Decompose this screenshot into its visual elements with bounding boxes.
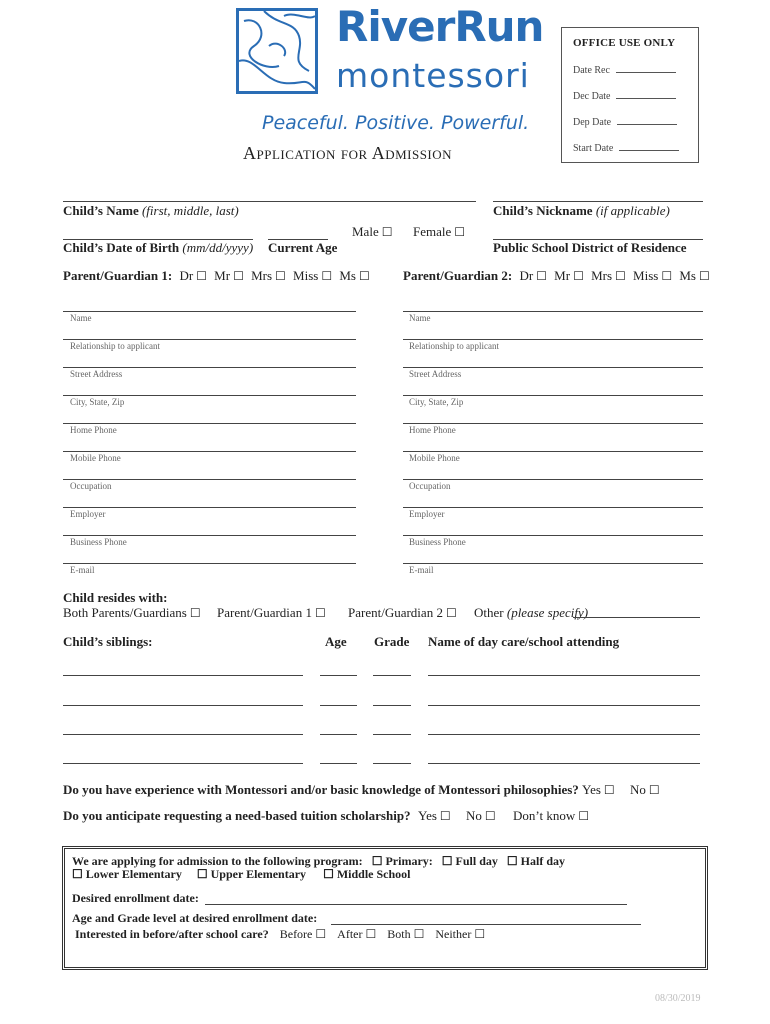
g2-business-phone-label: Business Phone — [409, 537, 466, 547]
g2-street-label: Street Address — [409, 369, 462, 379]
child-nickname-label: Child’s Nickname (if applicable) — [493, 203, 670, 218]
enrollment-date-label: Desired enrollment date: — [72, 891, 199, 905]
dob-label: Child’s Date of Birth (mm/dd/yyyy) — [63, 240, 254, 255]
logo-mark — [236, 8, 318, 94]
sibling-2-name[interactable] — [63, 705, 303, 706]
enrollment-date-field[interactable] — [205, 904, 627, 905]
siblings-school-header: Name of day care/school attending — [428, 634, 620, 649]
lower-elementary-checkbox[interactable]: ☐ Lower Elementary — [72, 867, 182, 881]
office-use-box — [561, 27, 699, 163]
g1-mobile-label: Mobile Phone — [70, 453, 121, 463]
g2-home-phone-field[interactable] — [403, 423, 703, 424]
siblings-grade-header: Grade — [374, 634, 410, 649]
age-grade-label: Age and Grade level at desired enrollment date: — [72, 911, 318, 925]
g2-relationship-field[interactable] — [403, 339, 703, 340]
g2-employer-label: Employer — [409, 509, 445, 519]
resides-g2-checkbox[interactable]: Parent/Guardian 2 ☐ — [348, 605, 457, 620]
sibling-4-age[interactable] — [320, 763, 357, 764]
sibling-4-name[interactable] — [63, 763, 303, 764]
g2-mrs-checkbox[interactable]: Mrs ☐ — [591, 268, 626, 283]
program-row-1: We are applying for admission to the following program: ☐ Primary: ☐ Full day ☐ Half day — [72, 854, 565, 868]
g1-city-field[interactable] — [63, 395, 356, 396]
office-dep-date[interactable]: Dep Date — [573, 116, 677, 128]
care-row: Interested in before/after school care? Before ☐ After ☐ Both ☐ Neither ☐ — [75, 927, 486, 941]
resides-other-field[interactable] — [573, 617, 700, 618]
g2-city-field[interactable] — [403, 395, 703, 396]
g1-home-phone-label: Home Phone — [70, 425, 117, 435]
g2-dr-checkbox[interactable]: Dr ☐ — [519, 268, 547, 283]
sibling-3-name[interactable] — [63, 734, 303, 735]
g2-mobile-field[interactable] — [403, 451, 703, 452]
g1-employer-field[interactable] — [63, 507, 356, 508]
g2-mobile-label: Mobile Phone — [409, 453, 460, 463]
g1-email-field[interactable] — [63, 563, 356, 564]
g1-occupation-field[interactable] — [63, 479, 356, 480]
care-both-checkbox[interactable]: Both ☐ — [387, 927, 425, 941]
form-title: Application for Admission — [243, 143, 453, 163]
g2-occupation-label: Occupation — [409, 481, 451, 491]
sibling-2-school[interactable] — [428, 705, 700, 706]
g1-miss-checkbox[interactable]: Miss ☐ — [293, 268, 333, 283]
siblings-age-header: Age — [325, 634, 347, 649]
g2-relationship-label: Relationship to applicant — [409, 341, 499, 351]
office-start-date[interactable]: Start Date — [573, 142, 679, 154]
resides-other-label: Other (please specify) — [474, 605, 589, 620]
g1-occupation-label: Occupation — [70, 481, 112, 491]
q2-no-checkbox[interactable]: No ☐ — [466, 808, 496, 823]
g1-city-label: City, State, Zip — [70, 397, 125, 407]
middle-school-checkbox[interactable]: ☐ Middle School — [323, 867, 411, 881]
montessori-question: Do you have experience with Montessori and/or basic knowledge of Montessori philosophies? — [63, 782, 579, 797]
g1-name-label: Name — [70, 313, 92, 323]
sibling-4-grade[interactable] — [373, 763, 411, 764]
g1-employer-label: Employer — [70, 509, 106, 519]
g1-email-label: E-mail — [70, 565, 95, 575]
care-neither-checkbox[interactable]: Neither ☐ — [435, 927, 486, 941]
care-before-checkbox[interactable]: Before ☐ — [279, 927, 327, 941]
male-checkbox[interactable]: Male ☐ — [352, 224, 393, 239]
guardian1-titles: Parent/Guardian 1: Dr ☐ Mr ☐ Mrs ☐ Miss ☐ Ms ☐ — [63, 268, 370, 283]
g2-ms-checkbox[interactable]: Ms ☐ — [679, 268, 710, 283]
g1-business-phone-label: Business Phone — [70, 537, 127, 547]
siblings-label: Child’s siblings: — [63, 634, 153, 649]
g2-name-field[interactable] — [403, 311, 703, 312]
g1-relationship-field[interactable] — [63, 339, 356, 340]
office-dec-date[interactable]: Dec Date — [573, 90, 676, 102]
scholarship-question: Do you anticipate requesting a need-based tuition scholarship? — [63, 808, 411, 823]
g1-business-phone-field[interactable] — [63, 535, 356, 536]
district-label: Public School District of Residence — [493, 240, 687, 255]
sibling-4-school[interactable] — [428, 763, 700, 764]
g1-name-field[interactable] — [63, 311, 356, 312]
g2-email-field[interactable] — [403, 563, 703, 564]
resides-both-checkbox[interactable]: Both Parents/Guardians ☐ — [63, 605, 201, 620]
g1-street-label: Street Address — [70, 369, 123, 379]
sibling-1-school[interactable] — [428, 675, 700, 676]
brand-sub: montessori — [336, 56, 530, 95]
g1-relationship-label: Relationship to applicant — [70, 341, 160, 351]
g1-mrs-checkbox[interactable]: Mrs ☐ — [251, 268, 286, 283]
g2-employer-field[interactable] — [403, 507, 703, 508]
g2-business-phone-field[interactable] — [403, 535, 703, 536]
program-row-2 — [72, 867, 411, 882]
g2-email-label: E-mail — [409, 565, 434, 575]
primary-checkbox[interactable]: ☐ Primary: — [371, 854, 433, 868]
g1-mobile-field[interactable] — [63, 451, 356, 452]
upper-elementary-checkbox[interactable]: ☐ Upper Elementary — [196, 867, 307, 881]
river-map-icon — [239, 11, 315, 91]
g2-street-field[interactable] — [403, 367, 703, 368]
footer-date: 08/30/2019 — [655, 993, 701, 1004]
g2-occupation-field[interactable] — [403, 479, 703, 480]
g2-city-label: City, State, Zip — [409, 397, 464, 407]
g2-name-label: Name — [409, 313, 431, 323]
fullday-checkbox[interactable]: ☐ Full day — [441, 854, 498, 868]
brand-main: RiverRun — [336, 2, 544, 51]
female-checkbox[interactable]: Female ☐ — [413, 224, 466, 239]
g2-mr-checkbox[interactable]: Mr ☐ — [554, 268, 584, 283]
g1-mr-checkbox[interactable]: Mr ☐ — [214, 268, 244, 283]
program-box — [62, 846, 708, 970]
age-label: Current Age — [268, 240, 338, 255]
sibling-3-grade[interactable] — [373, 734, 411, 735]
halfday-checkbox[interactable]: ☐ Half day — [506, 854, 565, 868]
resides-title: Child resides with: — [63, 590, 168, 605]
office-date-rec[interactable]: Date Rec — [573, 64, 676, 76]
sibling-1-age[interactable] — [320, 675, 357, 676]
g1-ms-checkbox[interactable]: Ms ☐ — [339, 268, 370, 283]
child-nickname-field[interactable] — [493, 201, 703, 202]
sibling-2-grade[interactable] — [373, 705, 411, 706]
child-name-field[interactable] — [63, 201, 476, 202]
age-grade-field[interactable] — [331, 924, 641, 925]
q2-yes-checkbox[interactable]: Yes ☐ — [418, 808, 451, 823]
tagline: Peaceful. Positive. Powerful. — [262, 112, 530, 134]
g1-home-phone-field[interactable] — [63, 423, 356, 424]
office-title: OFFICE USE ONLY — [573, 37, 676, 49]
g2-home-phone-label: Home Phone — [409, 425, 456, 435]
guardian2-titles: Parent/Guardian 2: Dr ☐ Mr ☐ Mrs ☐ Miss ☐ Ms ☐ — [403, 268, 710, 283]
resides-g1-checkbox[interactable]: Parent/Guardian 1 ☐ — [217, 605, 326, 620]
sibling-2-age[interactable] — [320, 705, 357, 706]
sibling-1-grade[interactable] — [373, 675, 411, 676]
g2-miss-checkbox[interactable]: Miss ☐ — [633, 268, 673, 283]
g1-dr-checkbox[interactable]: Dr ☐ — [179, 268, 207, 283]
g1-street-field[interactable] — [63, 367, 356, 368]
sibling-1-name[interactable] — [63, 675, 303, 676]
q1-yes-checkbox[interactable]: Yes ☐ — [582, 782, 615, 797]
sibling-3-school[interactable] — [428, 734, 700, 735]
q2-dontknow-checkbox[interactable]: Don’t know ☐ — [513, 808, 589, 823]
care-after-checkbox[interactable]: After ☐ — [337, 927, 377, 941]
q1-no-checkbox[interactable]: No ☐ — [630, 782, 660, 797]
child-name-label: Child’s Name (first, middle, last) — [63, 203, 239, 218]
sibling-3-age[interactable] — [320, 734, 357, 735]
